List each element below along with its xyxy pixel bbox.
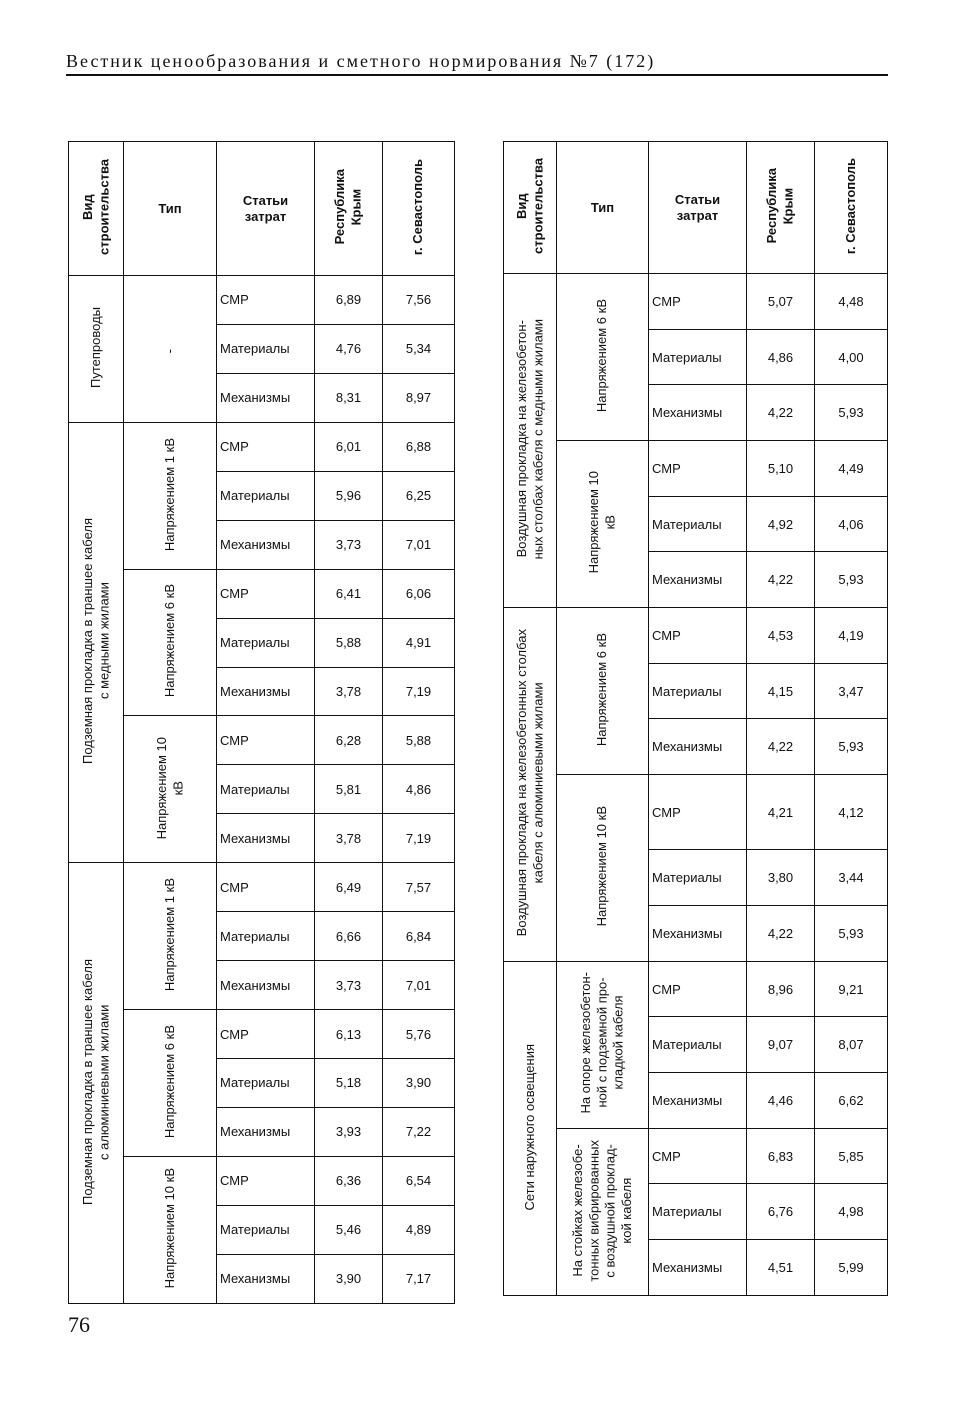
cost-article-cell: Материалы	[649, 329, 747, 385]
sevastopol-index-cell: 7,56	[383, 276, 455, 325]
sevastopol-index-cell: 7,01	[383, 961, 455, 1010]
cost-article-cell: СМР	[649, 1128, 747, 1184]
sevastopol-index-cell: 5,88	[383, 716, 455, 765]
cost-article-cell: СМР	[217, 276, 315, 325]
sevastopol-index-cell: 6,84	[383, 912, 455, 961]
crimea-index-cell: 5,10	[747, 441, 815, 497]
column-header-kind: Вид строительства	[69, 142, 124, 276]
table-row	[504, 441, 888, 497]
column-header-crimea: Республика Крым	[747, 142, 815, 274]
sevastopol-index-cell: 6,25	[383, 471, 455, 520]
sevastopol-index-cell: 4,19	[815, 608, 888, 664]
sevastopol-index-cell: 5,99	[815, 1240, 888, 1296]
sevastopol-index-cell: 5,93	[815, 906, 888, 962]
table-row	[69, 422, 455, 471]
crimea-index-cell: 6,83	[747, 1128, 815, 1184]
sevastopol-index-cell: 6,54	[383, 1156, 455, 1205]
crimea-index-cell: 3,93	[315, 1107, 383, 1156]
type-cell: На опоре железобетон- ной с подземной про- кладкой кабеля	[557, 961, 649, 1128]
table-row	[504, 1128, 888, 1184]
crimea-index-cell: 3,78	[315, 814, 383, 863]
cost-article-cell: СМР	[649, 608, 747, 664]
crimea-index-cell: 4,53	[747, 608, 815, 664]
crimea-index-cell: 4,22	[747, 552, 815, 608]
cost-article-cell: Материалы	[217, 471, 315, 520]
column-header-article: Статьи затрат	[649, 142, 747, 274]
sevastopol-index-cell: 4,06	[815, 496, 888, 552]
crimea-index-cell: 4,22	[747, 906, 815, 962]
crimea-index-cell: 4,76	[315, 324, 383, 373]
sevastopol-index-cell: 4,98	[815, 1184, 888, 1240]
cost-article-cell: Механизмы	[217, 520, 315, 569]
cost-article-cell: Механизмы	[217, 1107, 315, 1156]
crimea-index-cell: 4,22	[747, 719, 815, 775]
table-row	[69, 1010, 455, 1059]
type-cell: Напряжением 10 кВ	[557, 441, 649, 608]
crimea-index-cell: 8,96	[747, 961, 815, 1017]
crimea-index-cell: 3,78	[315, 667, 383, 716]
sevastopol-index-cell: 6,62	[815, 1073, 888, 1129]
column-header-kind: Вид строительства	[504, 142, 557, 274]
cost-article-cell: Материалы	[649, 850, 747, 906]
crimea-index-cell: 5,07	[747, 274, 815, 330]
construction-kind-cell: Сети наружного освещения	[504, 961, 557, 1295]
crimea-index-cell: 5,96	[315, 471, 383, 520]
crimea-index-cell: 8,31	[315, 373, 383, 422]
construction-kind-cell: Подземная прокладка в траншее кабеля с алюминиевыми жилами	[69, 863, 124, 1304]
type-cell: Напряжением 10 кВ	[124, 716, 217, 863]
type-cell: Напряжением 6 кВ	[124, 1010, 217, 1157]
crimea-index-cell: 5,46	[315, 1205, 383, 1254]
sevastopol-index-cell: 7,22	[383, 1107, 455, 1156]
crimea-index-cell: 4,22	[747, 385, 815, 441]
cost-article-cell: Материалы	[217, 1205, 315, 1254]
construction-kind-cell: Воздушная прокладка на железобетон- ных столбах кабеля с медными жилами	[504, 274, 557, 608]
type-cell: Напряжением 1 кВ	[124, 422, 217, 569]
crimea-index-cell: 6,01	[315, 422, 383, 471]
crimea-index-cell: 6,13	[315, 1010, 383, 1059]
cost-article-cell: СМР	[217, 716, 315, 765]
crimea-index-cell: 4,15	[747, 663, 815, 719]
sevastopol-index-cell: 5,93	[815, 552, 888, 608]
cost-article-cell: Механизмы	[649, 1240, 747, 1296]
sevastopol-index-cell: 5,93	[815, 385, 888, 441]
cost-article-cell: Механизмы	[649, 552, 747, 608]
type-cell: Напряжением 10 кВ	[557, 775, 649, 962]
page-number: 76	[68, 1312, 90, 1337]
cost-article-cell: Материалы	[649, 496, 747, 552]
cost-article-cell: Механизмы	[217, 814, 315, 863]
cost-article-cell: Материалы	[217, 618, 315, 667]
cost-article-cell: СМР	[649, 274, 747, 330]
cost-article-cell: СМР	[217, 863, 315, 912]
sevastopol-index-cell: 4,91	[383, 618, 455, 667]
cost-article-cell: Материалы	[217, 912, 315, 961]
header-rule	[66, 74, 888, 76]
cost-article-cell: СМР	[217, 1010, 315, 1059]
cost-article-cell: Механизмы	[217, 667, 315, 716]
table-row	[504, 274, 888, 330]
construction-kind-cell: Воздушная прокладка на железобетонных столбах кабеля с алюминиевыми жилами	[504, 608, 557, 962]
sevastopol-index-cell: 5,34	[383, 324, 455, 373]
sevastopol-index-cell: 4,49	[815, 441, 888, 497]
cost-article-cell: Механизмы	[649, 385, 747, 441]
sevastopol-index-cell: 7,01	[383, 520, 455, 569]
table-row	[69, 1156, 455, 1205]
cost-article-cell: Механизмы	[649, 1073, 747, 1129]
cost-article-cell: Механизмы	[649, 906, 747, 962]
column-header-sevastopol: г. Севастополь	[815, 142, 888, 274]
sevastopol-index-cell: 7,19	[383, 667, 455, 716]
crimea-index-cell: 3,73	[315, 961, 383, 1010]
cost-article-cell: Материалы	[649, 663, 747, 719]
table-row	[504, 608, 888, 664]
sevastopol-index-cell: 3,44	[815, 850, 888, 906]
cost-article-cell: СМР	[649, 961, 747, 1017]
crimea-index-cell: 4,92	[747, 496, 815, 552]
cost-article-cell: Механизмы	[217, 1254, 315, 1303]
cost-article-cell: СМР	[217, 1156, 315, 1205]
crimea-index-cell: 9,07	[747, 1017, 815, 1073]
journal-header: Вестник ценообразования и сметного нормирования №7 (172)	[66, 51, 656, 71]
crimea-index-cell: 6,89	[315, 276, 383, 325]
sevastopol-index-cell: 7,17	[383, 1254, 455, 1303]
cost-article-cell: Материалы	[217, 324, 315, 373]
type-cell: Напряжением 6 кВ	[124, 569, 217, 716]
cost-article-cell: Материалы	[217, 1059, 315, 1108]
type-cell: Напряжением 6 кВ	[557, 274, 649, 441]
sevastopol-index-cell: 5,76	[383, 1010, 455, 1059]
sevastopol-index-cell: 5,93	[815, 719, 888, 775]
crimea-index-cell: 3,73	[315, 520, 383, 569]
construction-kind-cell: Подземная прокладка в траншее кабеля с медными жилами	[69, 422, 124, 862]
sevastopol-index-cell: 7,19	[383, 814, 455, 863]
sevastopol-index-cell: 9,21	[815, 961, 888, 1017]
table-row	[69, 276, 455, 325]
cost-article-cell: СМР	[649, 775, 747, 850]
sevastopol-index-cell: 8,97	[383, 373, 455, 422]
crimea-index-cell: 4,51	[747, 1240, 815, 1296]
right-index-table	[503, 141, 888, 1296]
column-header-type: Тип	[124, 142, 217, 276]
column-header-article: Статьи затрат	[217, 142, 315, 276]
cost-article-cell: Материалы	[217, 765, 315, 814]
sevastopol-index-cell: 5,85	[815, 1128, 888, 1184]
construction-kind-cell: Путепроводы	[69, 276, 124, 423]
crimea-index-cell: 4,21	[747, 775, 815, 850]
table-row	[504, 961, 888, 1017]
table-row	[504, 775, 888, 850]
sevastopol-index-cell: 4,00	[815, 329, 888, 385]
crimea-index-cell: 4,46	[747, 1073, 815, 1129]
crimea-index-cell: 5,81	[315, 765, 383, 814]
crimea-index-cell: 4,86	[747, 329, 815, 385]
cost-article-cell: Механизмы	[649, 719, 747, 775]
cost-article-cell: СМР	[217, 422, 315, 471]
sevastopol-index-cell: 4,48	[815, 274, 888, 330]
table-row	[69, 863, 455, 912]
crimea-index-cell: 6,76	[747, 1184, 815, 1240]
table-row	[69, 716, 455, 765]
crimea-index-cell: 6,36	[315, 1156, 383, 1205]
crimea-index-cell: 5,18	[315, 1059, 383, 1108]
sevastopol-index-cell: 3,90	[383, 1059, 455, 1108]
type-cell: -	[124, 276, 217, 423]
type-cell: Напряжением 1 кВ	[124, 863, 217, 1010]
sevastopol-index-cell: 7,57	[383, 863, 455, 912]
sevastopol-index-cell: 6,06	[383, 569, 455, 618]
type-cell: Напряжением 10 кВ	[124, 1156, 217, 1303]
column-header-type: Тип	[557, 142, 649, 274]
sevastopol-index-cell: 4,86	[383, 765, 455, 814]
crimea-index-cell: 5,88	[315, 618, 383, 667]
sevastopol-index-cell: 3,47	[815, 663, 888, 719]
crimea-index-cell: 3,90	[315, 1254, 383, 1303]
sevastopol-index-cell: 8,07	[815, 1017, 888, 1073]
cost-article-cell: Материалы	[649, 1017, 747, 1073]
crimea-index-cell: 6,28	[315, 716, 383, 765]
cost-article-cell: Материалы	[649, 1184, 747, 1240]
cost-article-cell: СМР	[649, 441, 747, 497]
cost-article-cell: СМР	[217, 569, 315, 618]
sevastopol-index-cell: 6,88	[383, 422, 455, 471]
crimea-index-cell: 6,49	[315, 863, 383, 912]
left-index-table	[68, 141, 455, 1304]
crimea-index-cell: 6,41	[315, 569, 383, 618]
sevastopol-index-cell: 4,12	[815, 775, 888, 850]
cost-article-cell: Механизмы	[217, 373, 315, 422]
table-row	[69, 569, 455, 618]
crimea-index-cell: 6,66	[315, 912, 383, 961]
crimea-index-cell: 3,80	[747, 850, 815, 906]
column-header-sevastopol: г. Севастополь	[383, 142, 455, 276]
sevastopol-index-cell: 4,89	[383, 1205, 455, 1254]
cost-article-cell: Механизмы	[217, 961, 315, 1010]
type-cell: Напряжением 6 кВ	[557, 608, 649, 775]
type-cell: На стойках железобе- тонных вибрированных с воздушной проклад- кой кабеля	[557, 1128, 649, 1295]
column-header-crimea: Республика Крым	[315, 142, 383, 276]
